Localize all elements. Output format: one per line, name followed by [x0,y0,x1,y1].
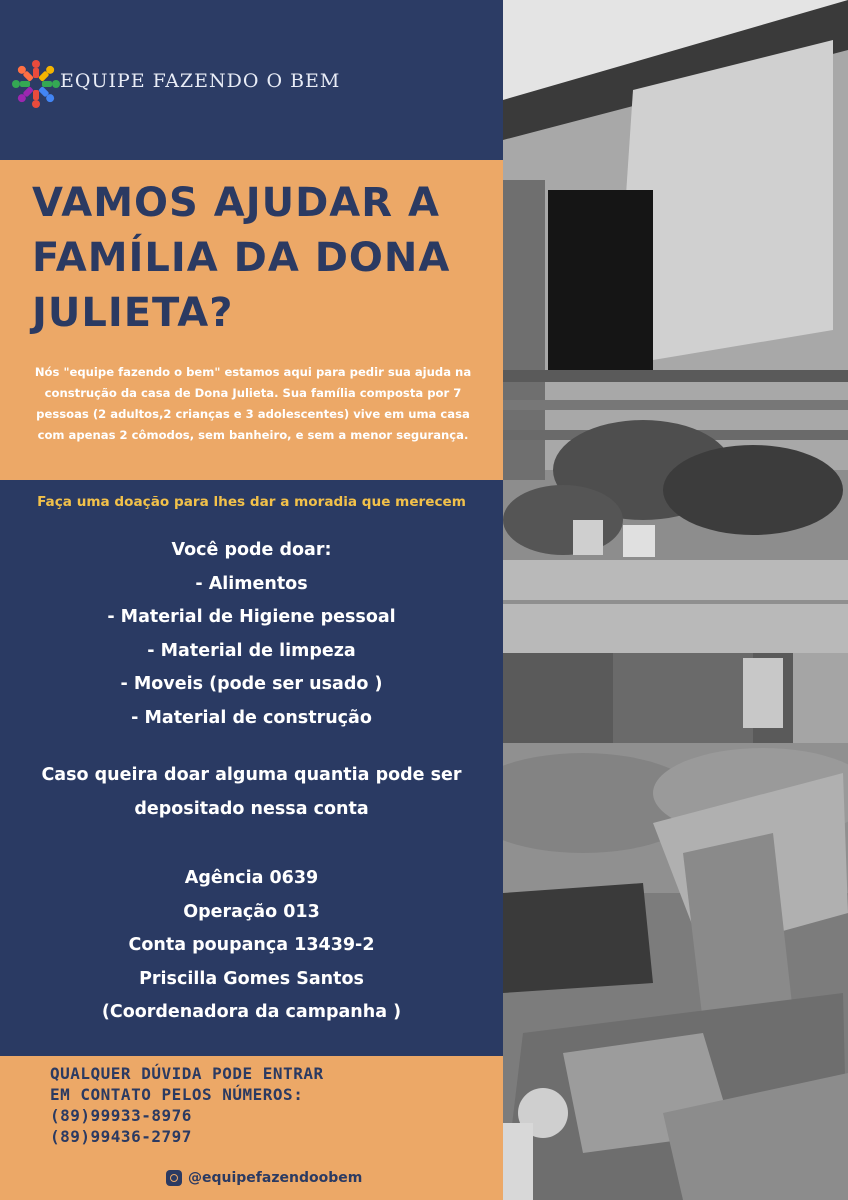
intro-line: pessoas (2 adultos,2 crianças e 3 adolescentes) vive em uma casa [36,407,470,421]
title-line: JULIETA? [32,290,234,336]
donation-item: - Alimentos [195,573,308,594]
header-band [0,0,503,160]
intro-line: Nós "equipe fazendo o bem" estamos aqui para pedir sua ajuda na [34,365,472,379]
phone-number[interactable]: (89)99933-8976 [50,1106,192,1125]
donation-item: - Material de construção [131,707,372,728]
logo-icon [8,56,64,112]
donation-info [0,534,503,1030]
page-title [32,176,492,341]
account-line: (Coordenadora da campanha ) [101,1002,402,1022]
instagram-text: @equipefazendoobem [188,1170,363,1186]
photo-column [503,0,848,1200]
title-line: VAMOS AJUDAR A [32,180,440,226]
deposit-line: Caso queira doar alguma quantia pode ser [41,765,462,785]
contact-info [50,1063,324,1147]
contact-line: EM CONTATO PELOS NÚMEROS: [50,1085,304,1104]
account-line: Agência 0639 [184,868,319,888]
donation-item: - Material de Higiene pessoal [107,607,396,627]
intro-paragraph [14,362,492,446]
contact-line: QUALQUER DÚVIDA PODE ENTRAR [50,1064,324,1083]
brand-name: EQUIPE FAZENDO O BEM [60,70,341,92]
intro-line: com apenas 2 cômodos, sem banheiro, e sem a menor segurança. [37,428,469,442]
account-line: Conta poupança 13439-2 [128,935,375,955]
phone-number[interactable]: (89)99436-2797 [50,1127,192,1146]
tagline: Faça uma doação para lhes dar a moradia que merecem [37,494,466,510]
account-line: Operação 013 [183,901,320,922]
donation-item: - Material de limpeza [147,640,356,661]
title-line: FAMÍLIA DA DONA [32,235,451,281]
donation-heading: Você pode doar: [171,540,332,560]
yard-photo [503,653,848,1200]
donation-item: - Moveis (pode ser usado ) [120,674,383,694]
intro-line: construção da casa de Dona Julieta. Sua família composta por 7 [44,386,462,400]
instagram-handle[interactable] [166,1170,362,1186]
instagram-icon [166,1170,182,1186]
deposit-line: depositado nessa conta [134,798,369,819]
account-line: Priscilla Gomes Santos [139,968,364,989]
house-photo [503,0,848,653]
